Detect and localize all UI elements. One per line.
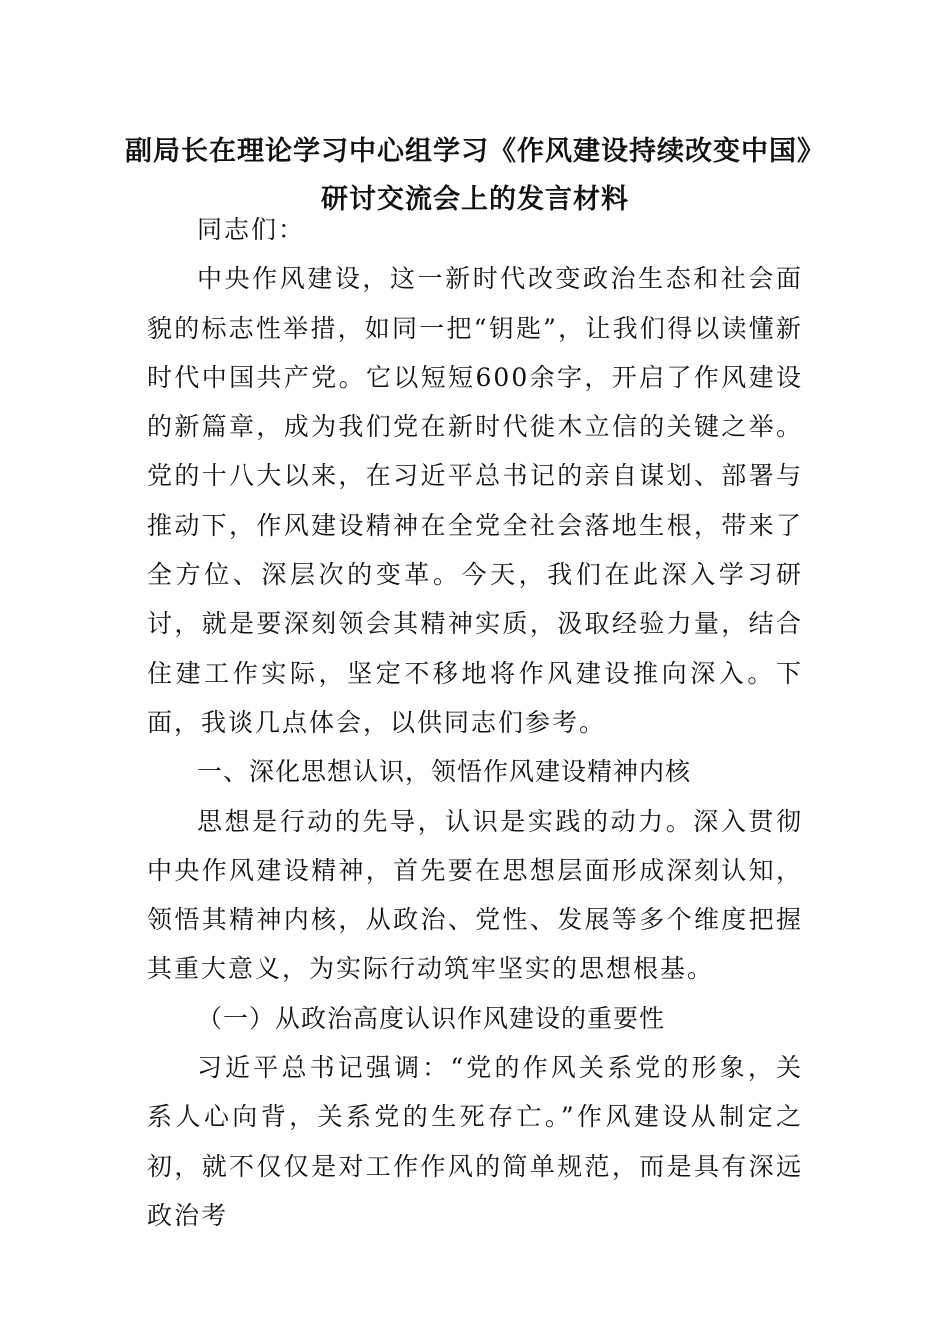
section-1-heading: 一、深化思想认识，领悟作风建设精神内核 — [197, 757, 692, 787]
document-title-line-2: 研讨交流会上的发言材料 — [321, 184, 629, 215]
intro-paragraph: 中央作风建设，这一新时代改变政治生态和社会面貌的标志性举措，如同一把“钥匙”，让我们得以读懂新时代中国共产党。它以短短600余字，开启了作风建设的新篇章，成为我们党在新时代徙木立信的关键之举。党的十八大以来，在习近平总书记的亲自谋划、部署与推动下，作风建设精神在全党全社会落地生根，带来了全方位、深层次的变革。今天，我们在此深入学习研讨，就是要深刻领会其精神实质，汲取经验力量，结合住建工作实际，坚定不移地将作风建设推向深入。下面，我谈几点体会，以供同志们参考。 — [147, 264, 803, 737]
salutation: 同志们： — [197, 215, 306, 244]
subsection-1-paragraph: 习近平总书记强调：“党的作风关系党的形象，关系人心向背，关系党的生死存亡。”作风建设从制定之初，就不仅仅是对工作作风的简单规范，而是具有深远政治考 — [147, 1053, 803, 1230]
section-1-paragraph: 思想是行动的先导，认识是实践的动力。深入贯彻中央作风建设精神，首先要在思想层面形成深刻认知，领悟其精神内核，从政治、党性、发展等多个维度把握其重大意义，为实际行动筑牢坚实的思想根基。 — [147, 806, 803, 984]
document-title-line-1: 副局长在理论学习中心组学习《作风建设持续改变中国》 — [125, 136, 825, 167]
subsection-1-heading: （一）从政治高度认识作风建设的重要性 — [197, 1003, 666, 1033]
document-body — [147, 205, 803, 1240]
